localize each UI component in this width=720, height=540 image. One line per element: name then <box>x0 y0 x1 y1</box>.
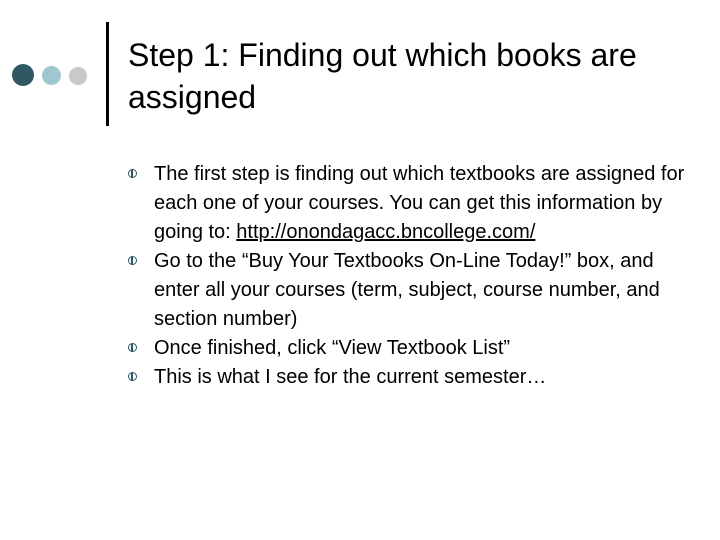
bullet-text-4: This is what I see for the current semester… <box>154 366 547 388</box>
bullet-item-1 <box>126 160 696 247</box>
bullet-item-4 <box>126 363 696 392</box>
bullet-text-3: Once finished, click “View Textbook List” <box>154 337 511 359</box>
bullet-text-1: The first step is finding out which textbooks are assigned for each one of your courses. You can get this information by going to: <box>154 163 685 243</box>
decorative-dot-gray-icon <box>69 67 87 85</box>
bullet-item-2 <box>126 247 696 334</box>
bullet-item-3 <box>126 334 696 363</box>
bullet-icon <box>128 372 137 381</box>
title-divider <box>106 22 109 126</box>
decorative-dot-light-icon <box>42 66 61 85</box>
bullet-icon <box>128 169 137 178</box>
bookstore-link[interactable]: http://onondagacc.bncollege.com/ <box>236 221 536 243</box>
bullet-list <box>126 160 696 392</box>
decorative-dot-dark-icon <box>12 64 34 86</box>
slide-title: Step 1: Finding out which books are assigned <box>128 37 637 115</box>
bullet-icon <box>128 343 137 352</box>
bullet-icon <box>128 256 137 265</box>
bullet-text-2: Go to the “Buy Your Textbooks On-Line Today!” box, and enter all your courses (term, subject, course number, and section number) <box>154 250 660 330</box>
